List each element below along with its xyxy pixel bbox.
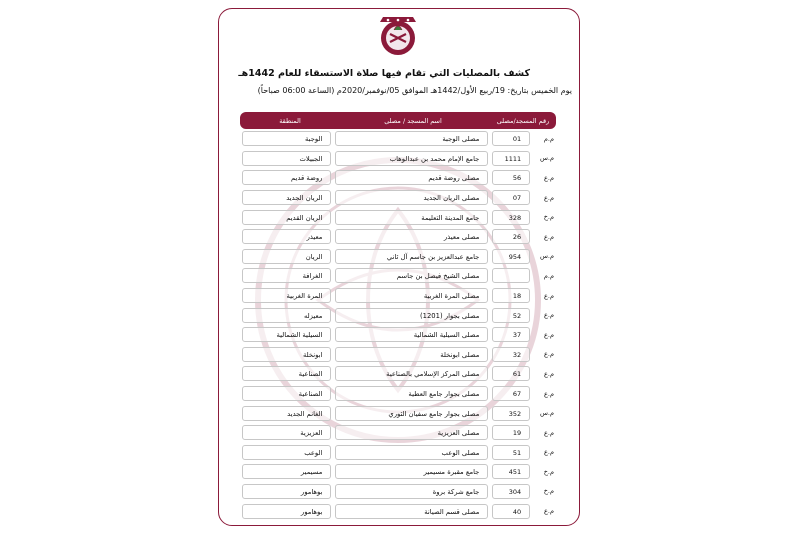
row-area: ابونخلة (242, 347, 331, 362)
row-area: الوعب (242, 445, 331, 460)
row-area: الريان الجديد (242, 190, 331, 205)
row-area: روضة قديم (242, 170, 331, 185)
table-row (240, 149, 556, 169)
row-name: مصلى الوجبة (335, 131, 488, 146)
table-row (240, 247, 556, 267)
row-area: السيلية الشمالية (242, 327, 331, 342)
row-name: مصلى الشيخ فيصل بن جاسم (335, 268, 488, 283)
row-name: جامع المدينة التعليمة (335, 210, 488, 225)
document-title: كشف بالمصليات التي تقام فيها صلاة الاستسقاء للعام 1442هـ (238, 68, 530, 79)
row-number: 61 (492, 366, 530, 381)
row-type: م.ع (544, 507, 554, 516)
header-number: رقم المسجد/مصلى (496, 116, 550, 125)
row-type: م.خ (543, 487, 554, 496)
row-area: مسيمير (242, 464, 331, 479)
row-number: 52 (492, 308, 530, 323)
row-number: 1111 (492, 151, 530, 166)
row-type: م.م (543, 271, 554, 280)
row-type: م.ع (544, 448, 554, 457)
row-number: 18 (492, 288, 530, 303)
row-name: جامع مقبرة مسيمير (335, 464, 488, 479)
row-number: 51 (492, 445, 530, 460)
row-area: الصناعية (242, 366, 331, 381)
header-name: اسم المسجد / مصلى (384, 116, 442, 125)
table-row (240, 462, 556, 482)
row-area: معيذر (242, 229, 331, 244)
row-name: مصلى الوعب (335, 445, 488, 460)
row-name: مصلى ابونخلة (335, 347, 488, 362)
row-area: بوهامور (242, 484, 331, 499)
row-type: م.س (539, 252, 554, 261)
row-area: الغرافة (242, 268, 331, 283)
row-type: م.ع (544, 193, 554, 202)
row-name: مصلى روضة قديم (335, 170, 488, 185)
row-type: م.س (539, 409, 554, 418)
row-number: 32 (492, 347, 530, 362)
table-row (240, 227, 556, 247)
row-area: الصناعية (242, 386, 331, 401)
table-row (240, 501, 556, 521)
row-number: 954 (492, 249, 530, 264)
document-subtitle: يوم الخميس بتاريخ: 19/ربيع الأول/1442هـ الموافق 05/نوفمبر/2020م (الساعة 06:00 صباحاً) (257, 86, 572, 95)
row-number: 19 (492, 425, 530, 440)
row-type: م.ع (544, 291, 554, 300)
table-row (240, 129, 556, 149)
row-name: جامع شركة بروة (335, 484, 488, 499)
table-row (240, 325, 556, 345)
row-area: معيزله (242, 308, 331, 323)
row-area: العزيزية (242, 425, 331, 440)
header-area: المنطقة (279, 116, 301, 125)
table-row (240, 423, 556, 443)
table-row (240, 403, 556, 423)
prayer-locations-table (240, 112, 556, 521)
table-row (240, 345, 556, 365)
row-name: مصلى المرة الغربية (335, 288, 488, 303)
table-row (240, 207, 556, 227)
table-row (240, 286, 556, 306)
row-name: جامع عبدالعزيز بن جاسم آل ثاني (335, 249, 488, 264)
row-type: م.خ (543, 213, 554, 222)
row-type: م.ع (544, 311, 554, 320)
row-area: الريان القديم (242, 210, 331, 225)
row-number: 40 (492, 504, 530, 519)
row-number: 328 (492, 210, 530, 225)
row-number: 01 (492, 131, 530, 146)
row-type: م.ع (544, 232, 554, 241)
row-name: مصلى بجوار جامع العطية (335, 386, 488, 401)
row-type: م.ع (544, 369, 554, 378)
table-row (240, 188, 556, 208)
table-row (240, 443, 556, 463)
table-header (240, 112, 556, 129)
row-number: 37 (492, 327, 530, 342)
row-number: 67 (492, 386, 530, 401)
row-name: مصلى قسم الصيانة (335, 504, 488, 519)
row-type: م.ع (544, 350, 554, 359)
row-area: الجبيلات (242, 151, 331, 166)
row-number: 304 (492, 484, 530, 499)
row-type: م.ع (544, 428, 554, 437)
row-name: مصلى بجوار (1201) (335, 308, 488, 323)
row-type: م.س (539, 154, 554, 163)
row-number: 07 (492, 190, 530, 205)
row-name: مصلى معيذر (335, 229, 488, 244)
table-row (240, 305, 556, 325)
row-number: 352 (492, 406, 530, 421)
row-area: المرة الغربية (242, 288, 331, 303)
row-number (492, 268, 530, 283)
row-type: م.خ (543, 467, 554, 476)
row-name: مصلى المركز الإسلامي بالصناعية (335, 366, 488, 381)
row-type: م.م (543, 134, 554, 143)
row-name: مصلى السيلية الشمالية (335, 327, 488, 342)
table-row (240, 168, 556, 188)
row-number: 56 (492, 170, 530, 185)
table-row (240, 364, 556, 384)
row-name: مصلى العزيزية (335, 425, 488, 440)
row-number: 26 (492, 229, 530, 244)
row-area: بوهامور (242, 504, 331, 519)
table-row (240, 266, 556, 286)
table-body (240, 129, 556, 521)
table-row (240, 482, 556, 502)
row-type: م.ع (544, 173, 554, 182)
row-name: مصلى بجوار جامع سفيان الثوري (335, 406, 488, 421)
table-row (240, 384, 556, 404)
row-type: م.ع (544, 330, 554, 339)
row-name: جامع الإمام محمد بن عبدالوهاب (335, 151, 488, 166)
row-area: الريان (242, 249, 331, 264)
row-number: 451 (492, 464, 530, 479)
row-name: مصلى الريان الجديد (335, 190, 488, 205)
qatar-emblem-icon (366, 14, 430, 58)
row-area: الغانم الجديد (242, 406, 331, 421)
row-type: م.ع (544, 389, 554, 398)
row-area: الوجبة (242, 131, 331, 146)
